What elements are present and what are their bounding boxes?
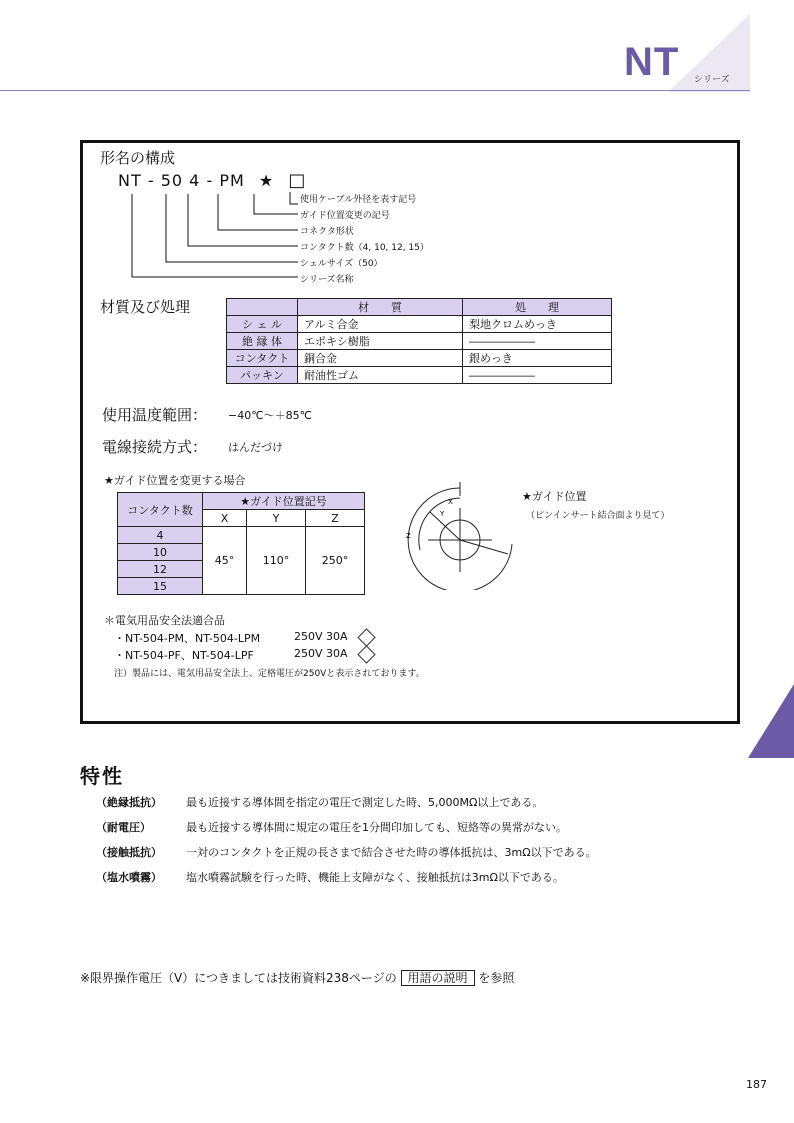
code-part-shape: PM (219, 171, 245, 190)
table-cell: パッキン (227, 367, 298, 384)
model-label-shape: コネクタ形状 (300, 227, 354, 237)
table-row (227, 350, 612, 367)
diagram-label-z: Z (406, 532, 411, 540)
table-cell: シ ェ ル (227, 316, 298, 333)
guide-diagram-title: ★ガイド位置 (522, 490, 587, 503)
char-key: （絶縁抵抗） (96, 796, 162, 809)
char-key: （接触抵抗） (96, 846, 162, 859)
rating-text: 250V 30A (294, 647, 348, 660)
char-value: 塩水噴霧試験を行った時、機能上支障がなく、接触抵抗は3mΩ以下である。 (186, 871, 564, 884)
table-row (118, 527, 365, 544)
table-header: 処 理 (463, 299, 612, 316)
char-value: 最も近接する導体間に規定の電圧を1分間印加しても、短絡等の異常がない。 (186, 821, 567, 834)
table-cell: ―――――― (463, 367, 612, 384)
table-header: ★ガイド位置記号 (203, 493, 365, 510)
char-key: （塩水噴霧） (96, 871, 162, 884)
table-cell: 銀めっき (463, 350, 612, 367)
table-cell: 45° (203, 527, 247, 595)
glossary-link[interactable]: 用語の説明 (401, 970, 475, 986)
diagram-label-y: Y (440, 510, 445, 518)
model-label-cable: 使用ケーブル外径を表す記号 (300, 195, 417, 205)
code-dash: - (147, 171, 155, 190)
safety-note: 注）製品には、電気用品安全法上、定格電圧が250Vと表示されております。 (114, 669, 425, 679)
table-row (118, 493, 365, 510)
rating-text: 250V 30A (294, 630, 348, 643)
code-part-shell: 50 (160, 171, 184, 190)
footer-note-text: を参照 (478, 971, 515, 985)
char-value: 一対のコンタクトを正規の長さまで結合させた時の導体抵抗は、3mΩ以下である。 (186, 846, 597, 859)
table-header (227, 299, 298, 316)
code-part-series: NT (118, 171, 142, 190)
safety-item-rating (294, 647, 373, 661)
diagram-label-x: X (448, 498, 453, 506)
table-cell: コンタクト (227, 350, 298, 367)
connection-value: はんだづけ (228, 441, 283, 454)
table-cell: 銅合金 (298, 350, 463, 367)
table-header: コンタクト数 (118, 493, 203, 527)
table-row (227, 333, 612, 350)
footer-note (80, 969, 514, 986)
table-row (227, 299, 612, 316)
code-part-guide: ★ (258, 171, 275, 190)
connection-label: 電線接続方式： (102, 438, 208, 456)
safety-item-rating (294, 630, 373, 644)
table-cell: 12 (118, 561, 203, 578)
table-cell: 絶 縁 体 (227, 333, 298, 350)
code-dash: - (206, 171, 214, 190)
page-number: 187 (746, 1078, 767, 1091)
temperature-label: 使用温度範囲： (102, 406, 208, 424)
table-cell: エポキシ樹脂 (298, 333, 463, 350)
table-row (227, 367, 612, 384)
table-header: Z (305, 510, 364, 527)
table-row (227, 316, 612, 333)
guide-change-title: ★ガイド位置を変更する場合 (104, 474, 246, 487)
guide-table (117, 492, 365, 595)
table-header: 材 質 (298, 299, 463, 316)
table-header: X (203, 510, 247, 527)
code-part-cable: □ (288, 170, 307, 191)
header-rule (0, 90, 750, 91)
temperature-value: −40℃〜＋85℃ (228, 409, 312, 422)
char-value: 最も近接する導体間を指定の電圧で測定した時、5,000MΩ以上である。 (186, 796, 544, 809)
materials-table (226, 298, 612, 384)
table-cell: ―――――― (463, 333, 612, 350)
code-part-contacts: 4 (189, 171, 201, 190)
model-title: 形名の構成 (100, 149, 176, 167)
model-label-guide: ガイド位置変更の記号 (300, 211, 390, 221)
ps-mark-icon (357, 628, 375, 646)
series-subtitle: シリーズ (694, 75, 730, 85)
table-cell: 10 (118, 544, 203, 561)
characteristics-title: 特性 (80, 764, 124, 788)
table-header: Y (246, 510, 305, 527)
series-title: NT (624, 40, 680, 84)
side-triangle (748, 684, 794, 758)
table-cell: アルミ合金 (298, 316, 463, 333)
char-key: （耐電圧） (96, 821, 151, 834)
safety-item-models: ・NT-504-PF、NT-504-LPF (114, 649, 254, 662)
table-cell: 耐油性ゴム (298, 367, 463, 384)
materials-title: 材質及び処理 (100, 298, 191, 316)
model-label-contacts: コンタクト数（4, 10, 12, 15） (300, 243, 429, 253)
guide-diagram-subtitle: （ピンインサート結合面より見て） (526, 511, 670, 521)
table-cell: 110° (246, 527, 305, 595)
safety-item-models: ・NT-504-PM、NT-504-LPM (114, 632, 261, 645)
ps-mark-icon (357, 645, 375, 663)
model-label-shell: シェルサイズ（50） (300, 259, 383, 269)
table-cell: 4 (118, 527, 203, 544)
safety-title: ＊電気用品安全法適合品 (104, 614, 225, 627)
table-cell: 250° (305, 527, 364, 595)
model-label-series: シリーズ名称 (300, 275, 354, 285)
guide-position-diagram (400, 480, 520, 590)
table-cell: 梨地クロムめっき (463, 316, 612, 333)
table-cell: 15 (118, 578, 203, 595)
model-leader-lines (118, 188, 318, 283)
footer-note-text: ※限界操作電圧（V）につきましては技術資料238ページの (80, 971, 397, 985)
